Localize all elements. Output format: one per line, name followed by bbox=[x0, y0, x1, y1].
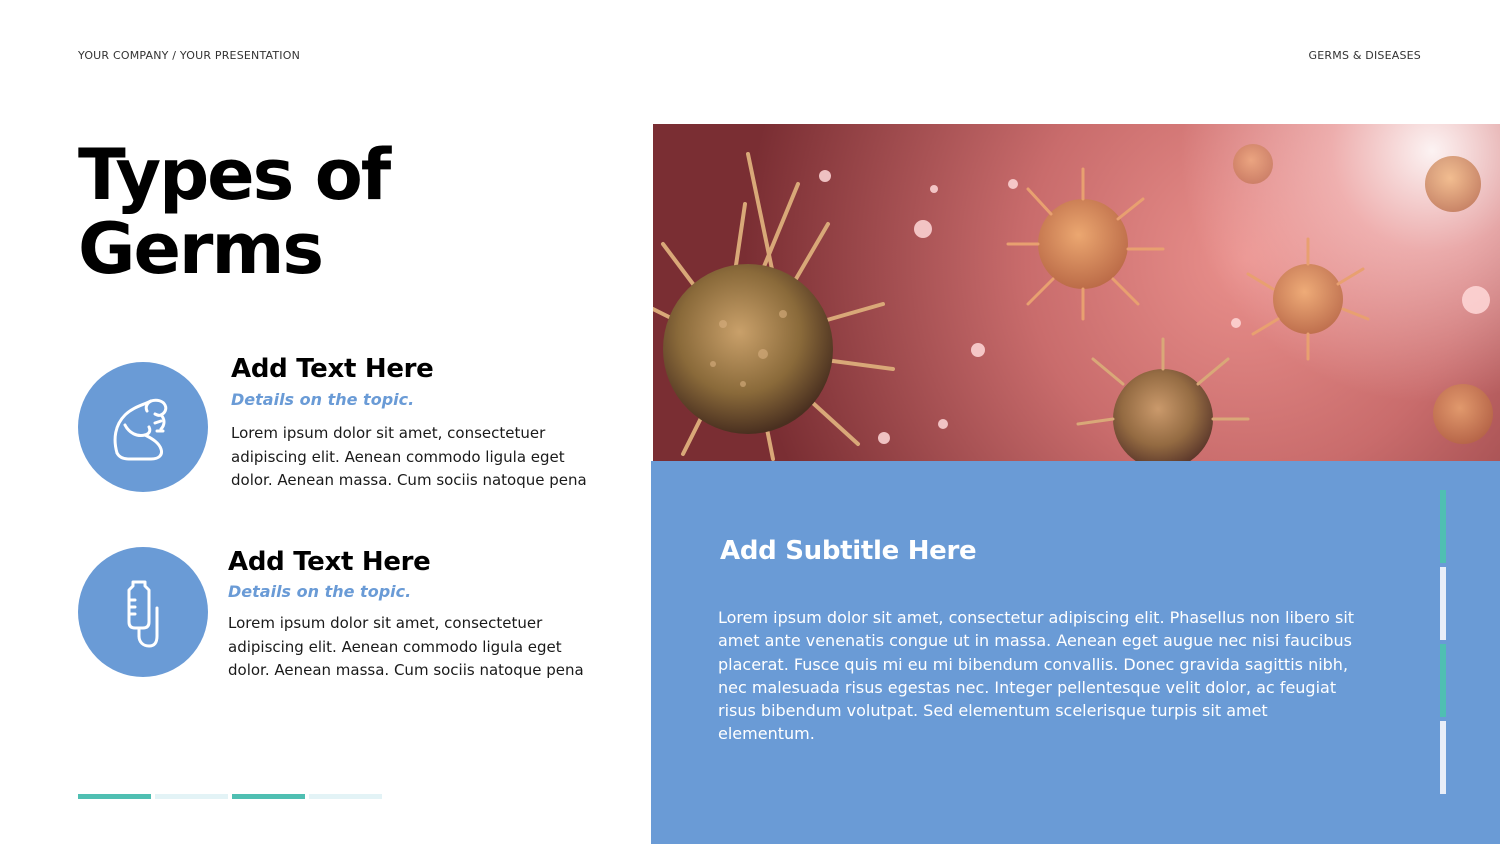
bar-segment bbox=[78, 794, 151, 799]
topic-item-1 bbox=[78, 354, 598, 502]
iv-drip-icon bbox=[78, 547, 208, 677]
panel-body: Lorem ipsum dolor sit amet, consectetur adipiscing elit. Phasellus non libero sit amet ante venenatis congue ut in massa. Aenean eget augue nec nisi faucibus placerat. Fusce quis mi eu mi bibendum convallis. Donec gravida sagittis nibh, nec malesuada risus egestas nec. Integer pellentesque velit dolor, ac feugiat risus bibendum volutpat. Sed elementum scelerisque turpis sit amet elementum. bbox=[718, 608, 1355, 744]
bar-segment bbox=[1440, 644, 1446, 717]
bar-segment bbox=[232, 794, 305, 799]
breadcrumb: YOUR COMPANY / YOUR PRESENTATION bbox=[78, 49, 301, 62]
bar-segment bbox=[1440, 567, 1446, 640]
decorative-bars bbox=[78, 794, 382, 799]
subtitle-panel bbox=[651, 461, 1500, 844]
bar-segment bbox=[155, 794, 228, 799]
item-heading: Add Text Here bbox=[231, 354, 434, 384]
slide-title: Types of Germs bbox=[78, 134, 390, 290]
topic-item-2 bbox=[78, 547, 598, 687]
bar-segment bbox=[1440, 490, 1446, 563]
deck-topic-label: GERMS & DISEASES bbox=[1308, 49, 1421, 62]
item-body: Lorem ipsum dolor sit amet, consectetuer adipiscing elit. Aenean commodo ligula eget dolor. Aenean massa. Cum sociis natoque pena bbox=[228, 614, 584, 679]
virus-photo bbox=[653, 124, 1500, 461]
bar-segment bbox=[1440, 721, 1446, 794]
item-heading: Add Text Here bbox=[228, 547, 431, 577]
bar-segment bbox=[309, 794, 382, 799]
item-subheading: Details on the topic. bbox=[231, 390, 415, 409]
item-body: Lorem ipsum dolor sit amet, consectetuer adipiscing elit. Aenean commodo ligula eget dolor. Aenean massa. Cum sociis natoque pena bbox=[231, 424, 587, 489]
item-subheading: Details on the topic. bbox=[228, 582, 412, 601]
panel-subtitle: Add Subtitle Here bbox=[720, 536, 977, 566]
flexed-arm-icon bbox=[78, 362, 208, 492]
decorative-vertical-bars bbox=[1440, 490, 1446, 794]
